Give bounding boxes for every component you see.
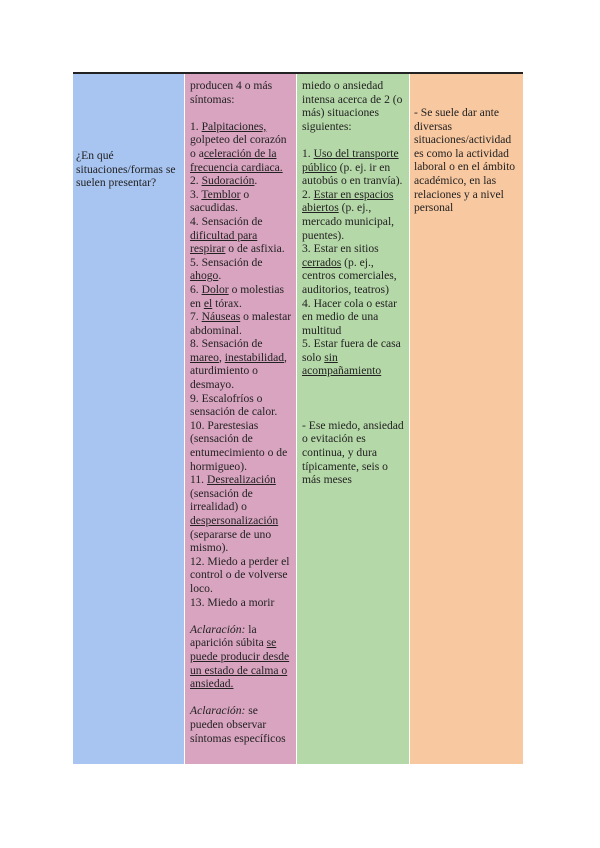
list-item: 1. Uso del transporte público (p. ej. ir en autobús o en tranvía).	[302, 146, 403, 188]
list-item: 13. Miedo a morir	[190, 595, 275, 609]
list-item: 5. Sensación de ahogo.	[190, 255, 263, 283]
table-cell-symptoms	[185, 74, 296, 764]
list-item: 3. Estar en sitios cerrados (p. ej., centros comerciales, auditorios, teatros)	[302, 242, 397, 296]
situations-intro: miedo o ansiedad intensa acerca de 2 (o más) situaciones siguientes:	[302, 79, 403, 133]
table-cell-situations-label	[73, 74, 184, 764]
list-item: 11. Desrealización (sensación de irrealidad) o despersonalización (separarse de uno mismo).	[190, 473, 279, 555]
list-item: 12. Miedo a perder el control o de volverse loco.	[190, 554, 290, 595]
list-item: 9. Escalofríos o sensación de calor.	[190, 391, 278, 419]
note-2-label: Aclaración:	[190, 704, 246, 718]
situations-list	[302, 147, 407, 378]
table-cell-situations	[297, 74, 409, 764]
duration-note: - Ese miedo, ansiedad o evitación es continua, y dura típicamente, seis o más meses	[302, 418, 404, 487]
list-item: 10. Parestesias (sensación de entumecimiento o de hormigueo).	[190, 418, 288, 473]
list-item: 7. Náuseas o malestar abdominal.	[190, 310, 292, 337]
symptoms-list	[190, 120, 294, 609]
list-item: 4. Sensación de dificultad para respirar o de asfixia.	[190, 214, 285, 256]
list-item: 8. Sensación de mareo, inestabilidad, aturdimiento o desmayo.	[190, 337, 287, 392]
list-item: 2. Sudoración.	[190, 174, 258, 188]
table-cell-contexts	[410, 74, 523, 764]
note-1: Aclaración: la aparición súbita se puede producir desde un estado de calma o ansiedad.	[190, 622, 290, 691]
note-1-label: Aclaración:	[190, 622, 246, 636]
cell-text: ¿En qué situaciones/formas se suelen presentar?	[76, 149, 176, 190]
list-item: 2. Estar en espacios abiertos (p. ej., mercado municipal, puentes).	[302, 187, 395, 242]
contexts-text: - Se suele dar ante diversas situaciones/actividad es como la actividad laboral o en el ámbito académico, en las relaciones y a nivel personal	[414, 106, 516, 215]
list-item: 3. Temblor o sacudidas.	[190, 187, 250, 215]
symptoms-intro: producen 4 o más síntomas:	[190, 79, 273, 106]
list-item: 1. Palpitaciones, golpeteo del corazón o aceleración de la frecuencia cardiaca.	[190, 119, 287, 174]
list-item: 4. Hacer cola o estar en medio de una multitud	[302, 296, 397, 337]
list-item: 6. Dolor o molestias en el tórax.	[190, 282, 285, 310]
list-item: 5. Estar fuera de casa solo sin acompañamiento	[302, 337, 401, 378]
note-2: Aclaración: se pueden observar síntomas específicos	[190, 704, 286, 745]
